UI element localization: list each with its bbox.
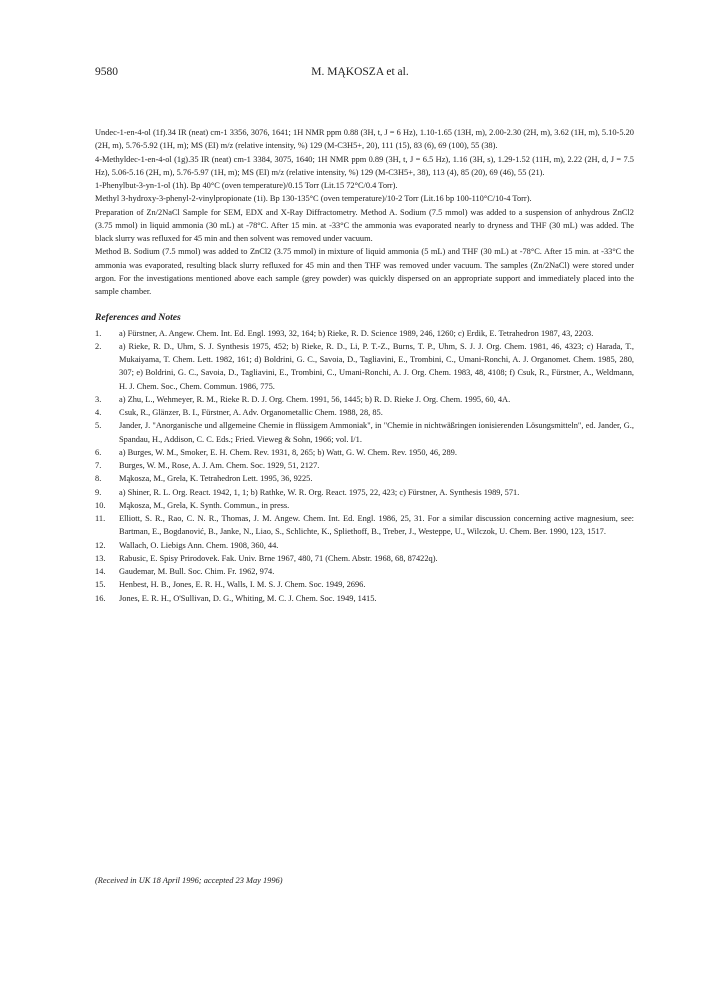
compound-entry-1i: Methyl 3-hydroxy-3-phenyl-2-vinylpropionate (1i). Bp 130-135°C (oven temperature)/10-2 Torr (Lit.16 bp 100-110°C/10-4 Torr). xyxy=(95,194,532,204)
compound-entry-1f: Undec-1-en-4-ol (1f).34 IR (neat) cm-1 3356, 3076, 1641; 1H NMR ppm 0.88 (3H, t, J = 6 Hz), 1.10-1.65 (13H, m), 2.00-2.30 (2H, m), 3.62 (1H, m), 5.10-5.20 (2H, m), 5.76-5.92 (1H, m); MS (EI) m/z (relative intensity, %) 129 (M-C3H5+, 20), 111 (15), 83 (6), 69 (100), 55 (38). xyxy=(95,128,634,151)
reference-item: 15. Henbest, H. B., Jones, E. R. H., Walls, I. M. S. J. Chem. Soc. 1949, 2696. xyxy=(95,580,366,590)
reference-item: 6. a) Burges, W. M., Smoker, E. H. Chem. Rev. 1931, 8, 265; b) Watt, G. W. Chem. Rev. 1950, 46, 289. xyxy=(95,447,457,457)
method-a-paragraph: Preparation of Zn/2NaCl Sample for SEM, EDX and X-Ray Diffractometry. Method A. Sodium (7.5 mmol) was added to a suspension of anhydrous ZnCl2 (3.75 mmol) in liquid ammonia (30 mL) at -78°C. After 15 min. at -33°C the ammonia was evaporated nearly to dryness and THF (30 mL) was added. The black slurry was refluxed for 45 min and then solvent was removed under vacuum. xyxy=(95,207,634,243)
reference-item: 14. Gaudemar, M. Bull. Soc. Chim. Fr. 1962, 974. xyxy=(95,567,275,576)
reference-item: 1. a) Fürstner, A. Angew. Chem. Int. Ed. Engl. 1993, 32, 164; b) Rieke, R. D. Science 1989, 246, 1260; c) Erdik, E. Tetrahedron 1987, 43, 2203. xyxy=(95,328,594,338)
references-heading: References and Notes xyxy=(95,312,181,324)
compound-entry-1g: 4-Methyldec-1-en-4-ol (1g).35 IR (neat) cm-1 3384, 3075, 1640; 1H NMR ppm 0.89 (3H, t, J = 6.5 Hz), 1.16 (3H, s), 1.29-1.52 (11H, m), 2.22 (2H, d, J = 7.5 Hz), 5.06-5.16 (2H, m), 5.76-5.97 (1H, m); MS (EI) m/z (relative intensity, %) 129 (M-C3H5+, 38), 113 (4), 85 (20), 69 (46), 55 (21). xyxy=(95,154,634,177)
method-b-paragraph: Method B. Sodium (7.5 mmol) was added to ZnCl2 (3.75 mmol) in mixture of liquid ammonia (5 mL) and THF (30 mL) at -78°C. After 15 min. at -33°C the ammonia was evaporated, resulting black slurry refluxed for 45 min and then THF was removed under vacuum. The samples (Zn/2NaCl) were stored under argon. For the investigations mentioned above each sample (grey powder) was quickly dispersed on an appropriate support and immediately placed into the sample chamber. xyxy=(95,247,634,296)
reference-item: 3. a) Zhu, L., Wehmeyer, R. M., Rieke R. D. J. Org. Chem. 1991, 56, 1445; b) R. D. Rieke J. Org. Chem. 1995, 60, 4A. xyxy=(95,394,511,404)
reference-item: 13. Rabusic, E. Spisy Prirodovek. Fak. Univ. Brne 1967, 480, 71 (Chem. Abstr. 1968, 68, 87422q). xyxy=(95,553,438,563)
reference-item: 9. a) Shiner, R. L. Org. React. 1942, 1, 1; b) Rathke, W. R. Org. React. 1975, 22, 423; c) Fürstner, A. Synthesis 1989, 571. xyxy=(95,487,520,497)
reference-item: 16. Jones, E. R. H., O'Sullivan, D. G., Whiting, M. C. J. Chem. Soc. 1949, 1415. xyxy=(95,593,377,603)
reference-item: 2. a) Rieke, R. D., Uhm, S. J. Synthesis 1975, 452; b) Rieke, R. D., Li, P. T.-Z., Burns, T. P., Uhm, S. J. J. Org. Chem. 1981, 46, 4323; c) Harada, T., Mukaiyama, T. Chem. Lett. 1982, 161; d) Boldrini, G. C., Savoia, D., Tagliavini, E., Trombini, C., Umani-Ronchi, A. J. Organomet. Chem. 1985, 280, 307; e) Boldrini, G. C., Savoia, D., Tagliavini, E., Trombini, C., Umani-Ronchi, A. J. Org. Chem. 1983, 48, 4108; f) Csuk, R., Fürstner, A., Weldmann, H. J. Chem. Soc., Chem. Commun. 1986, 775. xyxy=(95,341,634,391)
reference-item: 4. Csuk, R., Glänzer, B. I., Fürstner, A. Adv. Organometallic Chem. 1988, 28, 85. xyxy=(95,408,383,417)
running-title: M. MĄKOSZA et al. xyxy=(311,66,409,78)
received-dates: (Received in UK 18 April 1996; accepted 23 May 1996) xyxy=(95,876,283,885)
reference-item: 7. Burges, W. M., Rose, A. J. Am. Chem. Soc. 1929, 51, 2127. xyxy=(95,461,320,470)
reference-item: 10. Mąkosza, M., Grela, K. Synth. Commun., in press. xyxy=(95,500,290,510)
references-list xyxy=(95,327,634,605)
reference-item: 5. Jander, J. "Anorganische und allgemeine Chemie in flüssigem Ammoniak", in "Chemie in nichtwäßringen ionisierenden Lösungsmitteln", ed. Jander, G., Spandau, H., Addison, C. C. Eds.; Fried. Vieweg & Sohn, 1966; vol. I/1. xyxy=(95,421,634,444)
running-header xyxy=(95,66,625,82)
reference-item: 12. Wallach, O. Liebigs Ann. Chem. 1908, 360, 44. xyxy=(95,540,279,550)
compound-entry-1h: 1-Phenylbut-3-yn-1-ol (1h). Bp 40°C (oven temperature)/0.15 Torr (Lit.15 72°C/0.4 Torr). xyxy=(95,181,398,190)
page-number: 9580 xyxy=(95,66,118,78)
reference-item: 11. Elliott, S. R., Rao, C. N. R., Thomas, J. M. Angew. Chem. Int. Ed. Engl. 1986, 25, 31. For a similar discussion concerning active magnesium, see: Bartman, E., Bogdanović, B., Janke, N., Liao, S., Schlichte, K., Spliethoff, B., Treber, J., Westeppe, U., Wilczok, U. Chem. Ber. 1990, 123, 1517. xyxy=(95,514,634,537)
reference-item: 8. Mąkosza, M., Grela, K. Tetrahedron Lett. 1995, 36, 9225. xyxy=(95,474,313,484)
article-body xyxy=(95,126,634,605)
